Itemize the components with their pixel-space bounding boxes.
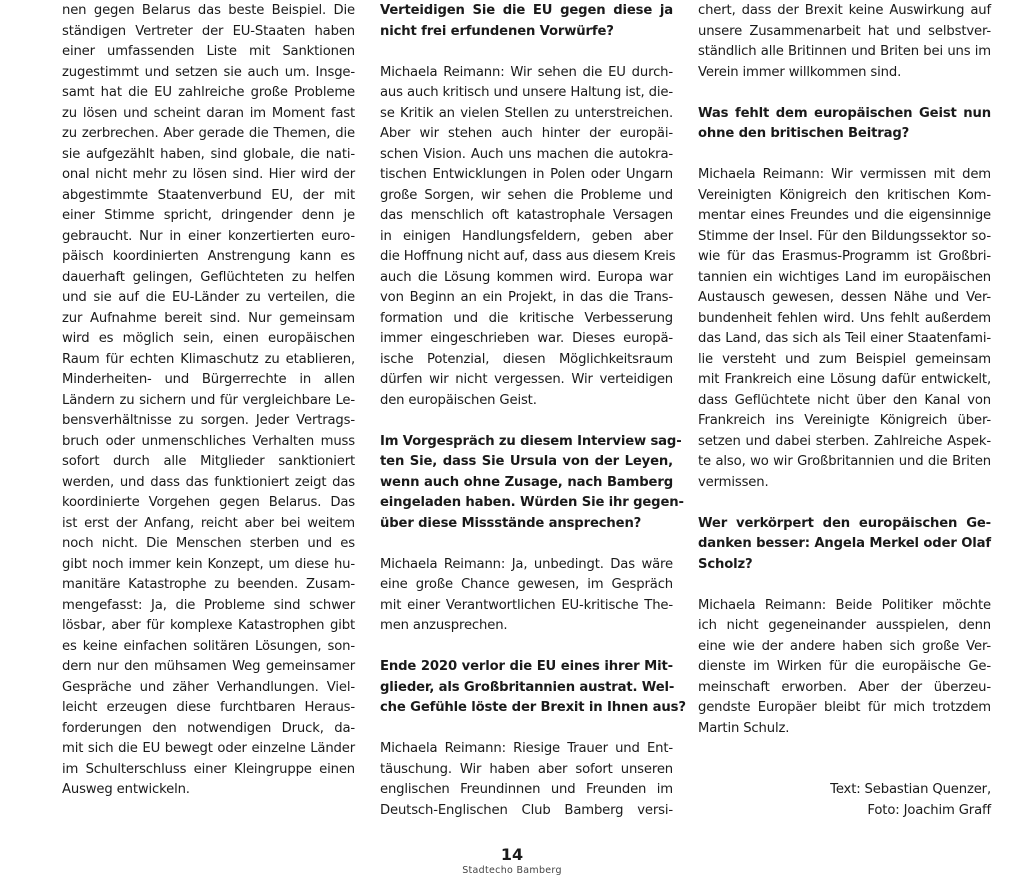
text-line: ten Sie, dass Sie Ursula von der Leyen, [380,454,673,469]
text-line: Ausweg entwickeln. [62,782,190,797]
text-line: zu lösen und scheint daran im Moment fast [62,105,355,121]
text-line: eine wie der andere haben sich große Ver- [698,638,991,654]
text-line: lie versteht und zum Beispiel gemeinsam [698,351,991,367]
text-line: Austausch gewesen, dessen Nähe und Ver- [698,290,991,305]
text-line: tischen Entwicklungen in Polen oder Ungarn [380,167,673,182]
text-line: lösbar, aber für komplexe Katastrophen gibt [62,618,355,633]
text-line: Wer verkörpert den europäischen Ge- [698,515,991,531]
text-line: eine große Chance gewesen, im Gespräch [380,577,673,592]
text-line: große Sorgen, wir sehen die Probleme und [380,187,673,203]
text-line: Michaela Reimann: Ja, unbedingt. Das wäre [380,556,673,572]
text-line: manitäre Katastrophe zu beenden. Zusam- [62,577,355,592]
text-line: englischen Freundinnen und Freunden im [380,782,673,797]
text-line: schen Vision. Auch uns machen die autokra- [380,146,673,162]
text-line: und sie auf die EU-Länder zu verteilen, die [62,290,355,305]
text-line: es keine einfachen solitären Lösungen, son- [62,638,355,654]
paragraph-spacer [380,534,673,555]
text-line: che Gefühle löste der Brexit in Ihnen aus? [380,700,686,715]
text-line: koordinierte Vorgehen gegen Belarus. Das [62,495,355,510]
text-line: meinschaft erworben. Aber der überzeu- [698,679,991,695]
interview-answer [380,63,676,412]
text-line: Martin Schulz. [698,720,790,736]
text-line: gebraucht. Nur in einer konzertierten euro- [62,228,355,244]
paragraph-spacer [698,760,991,781]
article-column-1 [62,1,355,801]
text-line: Ländern zu sichern und für vergleichbare Le- [62,392,355,408]
interview-answer [380,739,673,821]
text-line: gendste Europäer bleibt für mich trotzdem [698,700,991,715]
text-line: zur Aufnahme bereit sind. Nur gemeinsam [62,310,355,326]
text-line: dauerhaft gelingen, Geflüchteten zu helfen [62,269,355,285]
text-line: forderungen den notwendigen Druck, da- [62,720,355,736]
text-line: Vereinigten Königreich den kritischen Kom- [698,187,991,203]
text-line: dern nur den mühsamen Weg gemeinsamer [62,659,355,674]
text-line: über diese Missstände ansprechen? [380,515,642,531]
text-line: zu zerbrechen. Aber gerade die Themen, die [62,126,355,141]
text-line: glieder, als Großbritannien austrat. Wel- [380,679,675,695]
paragraph-spacer [380,411,673,432]
text-line: das Land, das sich als Teil einer Staatenfami- [698,331,991,346]
text-line: Ende 2020 verlor die EU eines ihrer Mit- [380,659,673,674]
text-line: Scholz? [698,556,753,572]
text-line: ohne den britischen Beitrag? [698,126,910,141]
text-line: Michaela Reimann: Beide Politiker möchte [698,597,991,613]
interview-question [380,657,686,719]
text-line: sie aufgezählt haben, sind globale, die nati- [62,146,355,162]
text-line: päisch koordinierten Anstrengung kann es [62,249,355,264]
article-credits [698,780,991,821]
text-line: von Beginn an ein Projekt, in das die Trans- [380,290,673,305]
text-line: te also, wo wir Großbritannien und die Briten [698,454,991,469]
interview-answer [698,165,991,493]
paragraph-spacer [380,637,673,658]
text-line: im Schulterschluss einer Kleingruppe einen [62,761,355,777]
text-line: bensverhältnisse zu sorgen. Jeder Vertrags- [62,413,355,428]
text-line: Im Vorgespräch zu diesem Interview sag- [380,433,682,449]
text-line: setzen und dabei sterben. Zahlreiche Aspek- [698,433,991,449]
text-line: gibt noch immer kein Konzept, um diese hu- [62,556,355,572]
text-line: Frankreich ins Vereinigte Königreich über- [698,413,991,428]
text-line: eingeladen haben. Würden Sie ihr gegen- [380,495,684,510]
text-line: se Kritik an vielen Stellen zu unterstreichen. [380,105,673,121]
text-line: in einigen Handlungsfeldern, geben aber [380,228,673,244]
text-line: mit einer Verantwortlichen EU-kritische The- [380,597,673,613]
text-line: danken besser: Angela Merkel oder Olaf [698,536,991,551]
text-line: sofort durch alle Mitglieder sanktioniert [62,454,355,469]
interview-question [380,432,684,535]
article-column-3 [698,1,991,821]
text-line: wird es möglich sein, einen europäischen [62,331,355,346]
paragraph-spacer [380,719,673,740]
text-line: einer umfassenden Liste mit Sanktionen [62,44,355,59]
text-line: Aber wir stehen auch hinter der europäi- [380,126,673,141]
text-line: ist erst der Anfang, reicht aber bei weitem [62,515,355,531]
text-line: dürfen wir nicht vergessen. Wir verteidigen [380,372,673,387]
text-line: bruch oder unmenschliches Verhalten muss [62,433,355,449]
article-column-2 [380,1,686,821]
text-line: dienste im Wirken für die europäische Ge- [698,659,991,674]
text-line: wenn auch ohne Zusage, nach Bamberg [380,474,673,490]
text-line: chert, dass der Brexit keine Auswirkung auf [698,3,991,18]
text-line: Stimme der Insel. Für den Bildungssektor so- [698,228,991,244]
interview-question [698,514,991,576]
interview-question [698,104,991,145]
page-footer [0,846,1024,877]
text-line: Raum für echten Klimaschutz zu etablieren, [62,351,355,367]
text-line: aus auch kritisch und unsere Haltung ist, die- [380,85,673,100]
text-line: Verein immer willkommen sind. [698,64,902,80]
text-line: mengefasst: Ja, die Probleme sind schwer [62,597,355,613]
text-line: werden, und dass das funktioniert zeigt das [62,474,355,490]
magazine-name: Stadtecho Bamberg [462,865,562,876]
text-line: abgestimmte Staatenverbund EU, der mit [62,187,355,203]
text-line: immer eingeschrieben war. Dieses europä- [380,331,673,346]
text-line: Foto: Joachim Graff [867,802,991,818]
text-line: auch die Lösung kommen wird. Europa war [380,269,673,285]
text-line: Was fehlt dem europäischen Geist nun [698,105,991,121]
text-line: vermissen. [698,474,769,490]
text-line: mit sich die EU bewegt oder einzelne Länder [62,741,355,756]
text-line: das menschlich oft katastrophale Versagen [380,208,673,223]
text-line: ische Potenzial, diesen Möglichkeitsraum [380,351,673,367]
text-line: bundenheit fehlen wird. Uns fehlt außerdem [698,310,991,326]
text-line: Michaela Reimann: Wir vermissen mit dem [698,167,991,182]
interview-answer [62,1,355,801]
text-line: dass Geflüchtete nicht über den Kanal von [698,392,991,408]
paragraph-spacer [698,83,991,104]
text-line: Minderheiten- und Bürgerrechte in allen [62,372,355,387]
text-line: einer Stimme spricht, dringender denn je [62,208,355,223]
text-line: men anzusprechen. [380,618,508,633]
text-line: Michaela Reimann: Riesige Trauer und Ent- [380,741,673,756]
interview-answer [698,596,991,740]
text-line: noch nicht. Die Menschen sterben und es [62,536,355,551]
interview-answer [380,555,673,637]
text-line: täuschung. Wir haben aber sofort unseren [380,761,673,777]
paragraph-spacer [698,145,991,166]
text-line: ich nicht gegeneinander ausspielen, denn [698,618,991,633]
text-line: den europäischen Geist. [380,392,537,408]
interview-answer [698,1,991,83]
text-line: die Hoffnung nicht auf, dass aus diesem Kreis [380,249,676,264]
text-line: Michaela Reimann: Wir sehen die EU durch- [380,64,673,80]
paragraph-spacer [698,739,991,760]
text-line: Deutsch-Englischen Club Bamberg versi- [380,802,673,818]
text-line: unsere Zusammenarbeit hat und selbstver- [698,23,991,39]
paragraph-spacer [698,493,991,514]
text-line: leicht erzeugen diese furchtbaren Heraus- [62,700,355,715]
paragraph-spacer [698,575,991,596]
text-line: Verteidigen Sie die EU gegen diese ja [380,3,673,18]
text-line: Gespräche und zäher Verhandlungen. Viel- [62,679,355,695]
interview-question [380,1,673,42]
text-line: formation und die kritische Verbesserung [380,310,673,326]
text-line: mit Frankreich eine Lösung dafür entwickelt, [698,372,991,387]
text-line: zugestimmt und setzen sie auch um. Insge- [62,64,355,80]
text-line: tannien ein wichtiges Land im europäischen [698,269,991,285]
text-line: Text: Sebastian Quenzer, [830,782,991,797]
text-line: ständigen Vertreter der EU-Staaten haben [62,23,355,39]
text-line: samt hat die EU zahlreiche große Probleme [62,85,355,100]
text-line: mentar eines Freundes und die eigensinnige [698,208,991,223]
paragraph-spacer [380,42,673,63]
page-number: 14 [500,845,524,864]
text-line: wie für das Erasmus-Programm ist Großbri- [698,249,991,264]
text-line: nen gegen Belarus das beste Beispiel. Die [62,3,355,18]
text-line: onal nicht mehr zu lösen sind. Hier wird der [62,167,355,182]
text-line: ständlich alle Britinnen und Briten bei uns im [698,44,991,59]
text-line: nicht frei erfundenen Vorwürfe? [380,23,614,39]
